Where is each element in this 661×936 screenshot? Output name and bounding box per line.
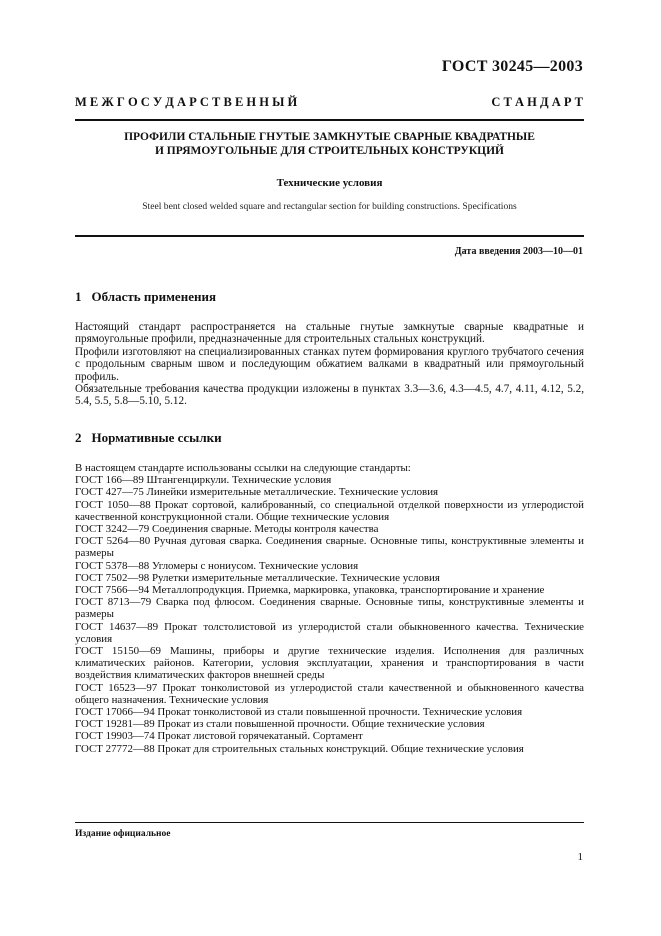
bottom-rule — [75, 235, 584, 237]
reference-item: ГОСТ 5378—88 Угломеры с нониусом. Технические условия — [75, 559, 359, 572]
title-line-1: ПРОФИЛИ СТАЛЬНЫЕ ГНУТЫЕ ЗАМКНУТЫЕ СВАРНЫЕ КВАДРАТНЫЕ — [124, 131, 535, 143]
section-1-heading — [75, 289, 216, 305]
english-title: Steel bent closed welded square and rectangular section for building constructions. Specifications — [142, 201, 517, 212]
reference-item: ГОСТ 1050—88 Прокат сортовой, калиброванный, со специальной отделкой поверхности из углеродистой качественной конструкционной стали. Общие технические условия — [75, 498, 584, 523]
section-1-body — [75, 321, 584, 408]
references-intro: В настоящем стандарте использованы ссылки на следующие стандарты: — [75, 462, 411, 474]
top-rule — [75, 119, 584, 121]
reference-item: ГОСТ 7502—98 Рулетки измерительные металлические. Технические условия — [75, 571, 440, 584]
reference-item: ГОСТ 19903—74 Прокат листовой горячекатаный. Сортамент — [75, 730, 363, 743]
interstate-word: М Е Ж Г О С У Д А Р С Т В Е Н Н Ы Й — [75, 95, 298, 109]
page-number: 1 — [577, 851, 583, 863]
reference-item: ГОСТ 8713—79 Сварка под флюсом. Соединения сварные. Основные типы, конструктивные элементы и размеры — [75, 596, 584, 621]
introduction-date: Дата введения 2003—10—01 — [454, 246, 583, 257]
reference-item: ГОСТ 15150—69 Машины, приборы и другие технические изделия. Исполнения для различных климатических районов. Категории, условия эксплуатации, хранения и транспортирования в части воздействия климатических факторов внешней среды — [75, 645, 584, 682]
reference-item: ГОСТ 27772—88 Прокат для строительных стальных конструкций. Общие технические условия — [75, 742, 524, 755]
reference-item: ГОСТ 19281—89 Прокат из стали повышенной прочности. Общие технические условия — [75, 718, 485, 731]
document-title — [75, 130, 584, 158]
references-list — [75, 462, 584, 755]
reference-item: ГОСТ 7566—94 Металлопродукция. Приемка, маркировка, упаковка, транспортирование и хранение — [75, 584, 545, 597]
section-2-heading — [75, 430, 222, 446]
section-number: 2 — [75, 430, 82, 445]
reference-item: ГОСТ 166—89 Штангенциркули. Технические условия — [75, 474, 332, 487]
reference-item: ГОСТ 14637—89 Прокат толстолистовой из углеродистой стали обыкновенного качества. Технические условия — [75, 620, 584, 645]
title-line-2: И ПРЯМОУГОЛЬНЫЕ ДЛЯ СТРОИТЕЛЬНЫХ КОНСТРУКЦИЙ — [154, 145, 504, 157]
reference-item: ГОСТ 427—75 Линейки измерительные металлические. Технические условия — [75, 486, 439, 499]
section-title: Область применения — [91, 289, 216, 304]
standard-word: С Т А Н Д А Р Т — [491, 95, 583, 109]
paragraph: Обязательные требования качества продукции изложены в пунктах 3.3—3.6, 4.3—4.5, 4.7, 4.11, 4.12, 5.2, 5.4, 5.5, 5.8—5.10, 5.12. — [75, 383, 584, 408]
reference-item: ГОСТ 16523—97 Прокат тонколистовой из углеродистой стали качественной и обыкновенного качества общего назначения. Технические условия — [75, 681, 584, 706]
interstate-standard-banner — [75, 95, 583, 110]
official-edition-note: Издание официальное — [75, 829, 171, 839]
reference-item: ГОСТ 5264—80 Ручная дуговая сварка. Соединения сварные. Основные типы, конструктивные элементы и размеры — [75, 535, 584, 560]
reference-item: ГОСТ 3242—79 Соединения сварные. Методы контроля качества — [75, 523, 379, 536]
paragraph: Профили изготовляют на специализированных станках путем формирования круглого трубчатого сечения с продольным сварным швом и последующим обжатием валками в квадратный или прямоугольный профиль. — [75, 345, 584, 383]
document-subtitle: Технические условия — [276, 177, 383, 189]
paragraph: Настоящий стандарт распространяется на стальные гнутые замкнутые сварные квадратные и прямоугольные профили, предназначенные для строительных стальных конструкций. — [75, 321, 584, 346]
footer-rule — [75, 822, 584, 823]
section-title: Нормативные ссылки — [91, 430, 222, 445]
gost-number: ГОСТ 30245—2003 — [441, 58, 583, 75]
section-number: 1 — [75, 289, 82, 304]
reference-item: ГОСТ 17066—94 Прокат тонколистовой из стали повышенной прочности. Технические условия — [75, 706, 523, 719]
